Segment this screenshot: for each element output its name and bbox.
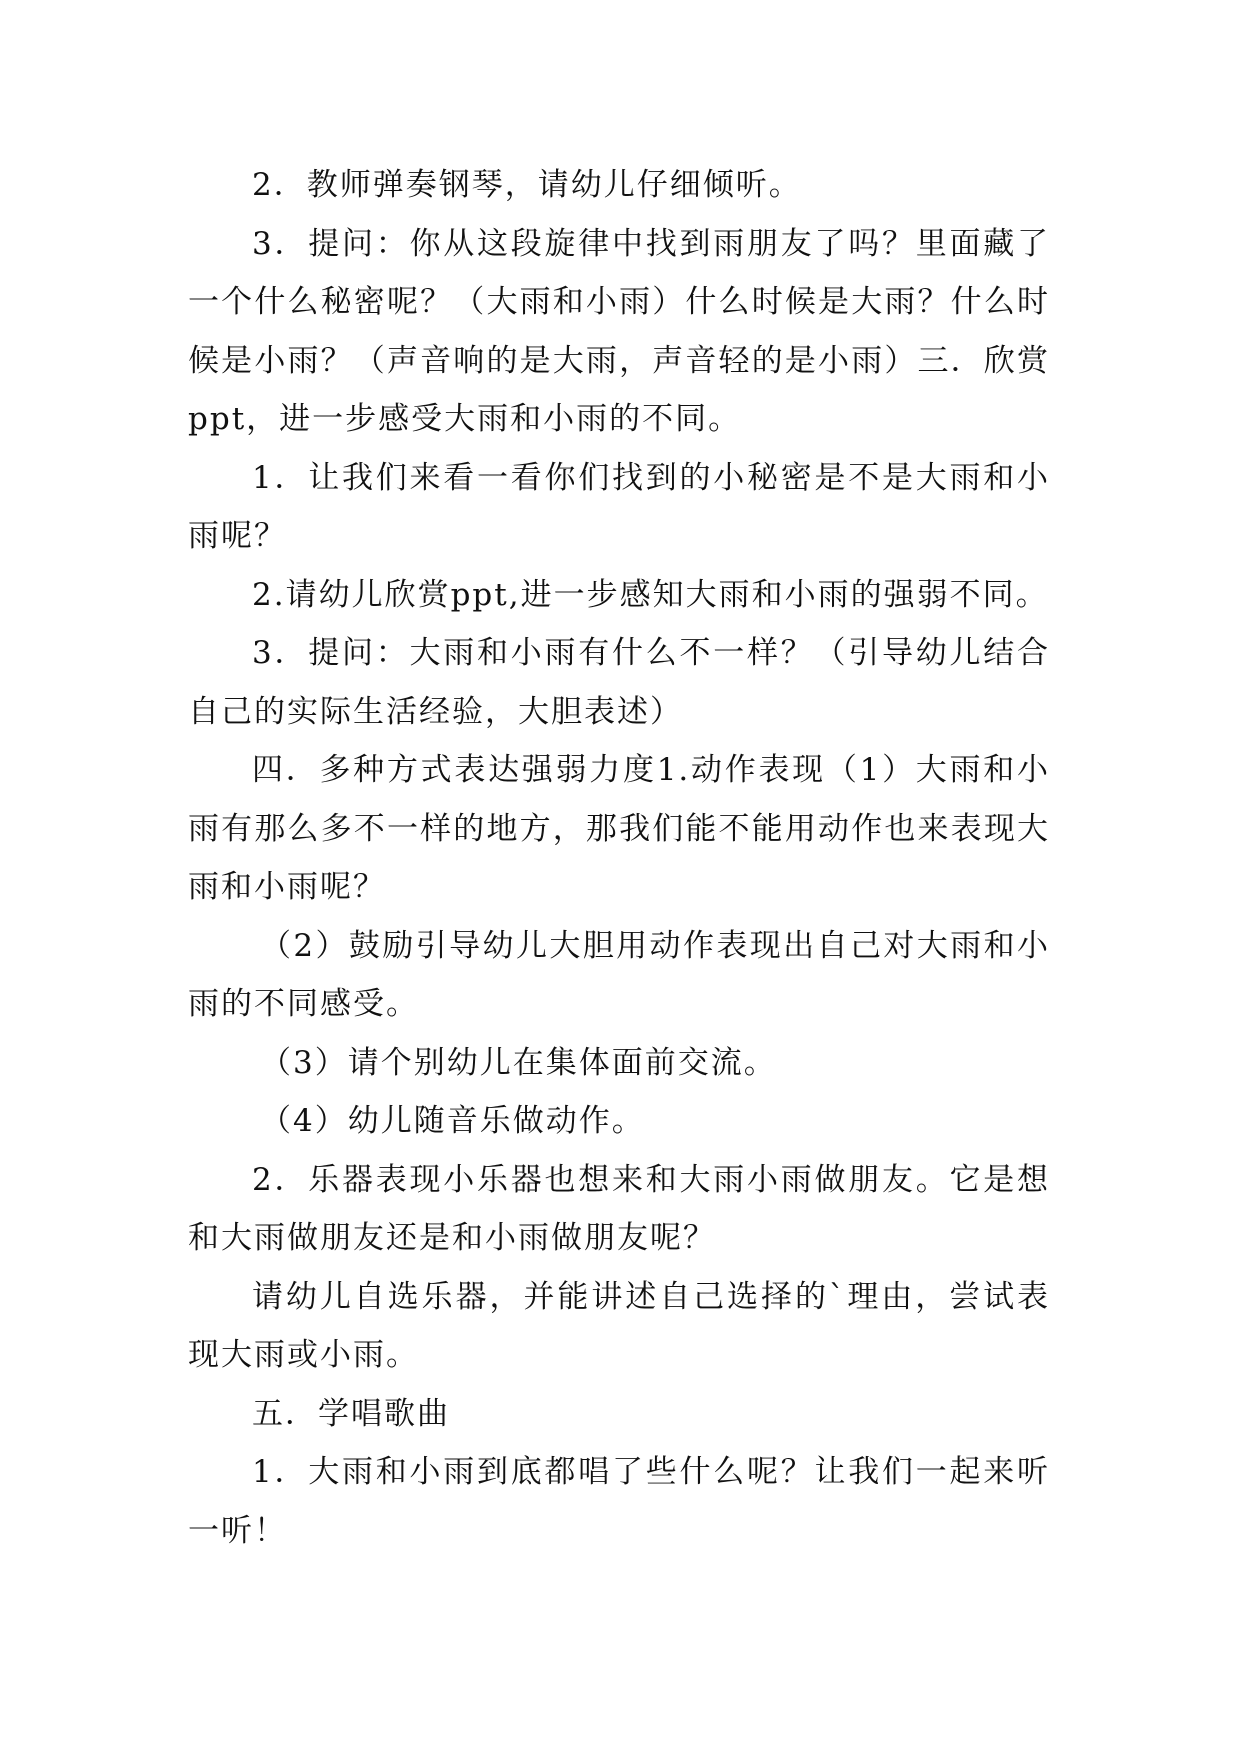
- paragraph-question-difference: 3．提问：大雨和小雨有什么不一样？（引导幼儿结合自己的实际生活经验，大胆表述）: [188, 635, 1050, 730]
- paragraph-listen-song: 1．大雨和小雨到底都唱了些什么呢？让我们一起来听一听！: [188, 1454, 1050, 1549]
- paragraph-choose-instrument: 请幼儿自选乐器，并能讲述自己选择的`理由，尝试表现大雨或小雨。: [188, 1278, 1050, 1373]
- paragraph-instrument-performance: 2．乐器表现小乐器也想来和大雨小雨做朋友。它是想和大雨做朋友还是和小雨做朋友呢？: [188, 1161, 1050, 1256]
- paragraph-section-five: 五．学唱歌曲: [252, 1395, 450, 1432]
- paragraph-look-secret: 1．让我们来看一看你们找到的小秘密是不是大雨和小雨呢？: [188, 459, 1050, 554]
- paragraph-piano-listen: 2．教师弹奏钢琴，请幼儿仔细倾听。: [252, 167, 802, 203]
- paragraph-music-movement: （4）幼儿随音乐做动作。: [260, 1103, 645, 1139]
- paragraph-encourage-movement: （2）鼓励引导幼儿大胆用动作表现出自己对大雨和小雨的不同感受。: [188, 927, 1050, 1022]
- paragraph-question-melody: 3．提问：你从这段旋律中找到雨朋友了吗？里面藏了一个什么秘密呢？（大雨和小雨）什么时候是大雨？什么时候是小雨？（声音响的是大雨，声音轻的是小雨）三．欣赏ppt，进一步感受大雨和小雨的不同。: [188, 225, 1050, 437]
- paragraph-watch-ppt: 2.请幼儿欣赏ppt,进一步感知大雨和小雨的强弱不同。: [252, 576, 1049, 613]
- paragraph-section-four: 四．多种方式表达强弱力度1.动作表现（1）大雨和小雨有那么多不一样的地方，那我们能不能用动作也来表现大雨和小雨呢？: [188, 752, 1050, 905]
- document-page: [188, 156, 1050, 1560]
- paragraph-group-share: （3）请个别幼儿在集体面前交流。: [260, 1044, 777, 1081]
